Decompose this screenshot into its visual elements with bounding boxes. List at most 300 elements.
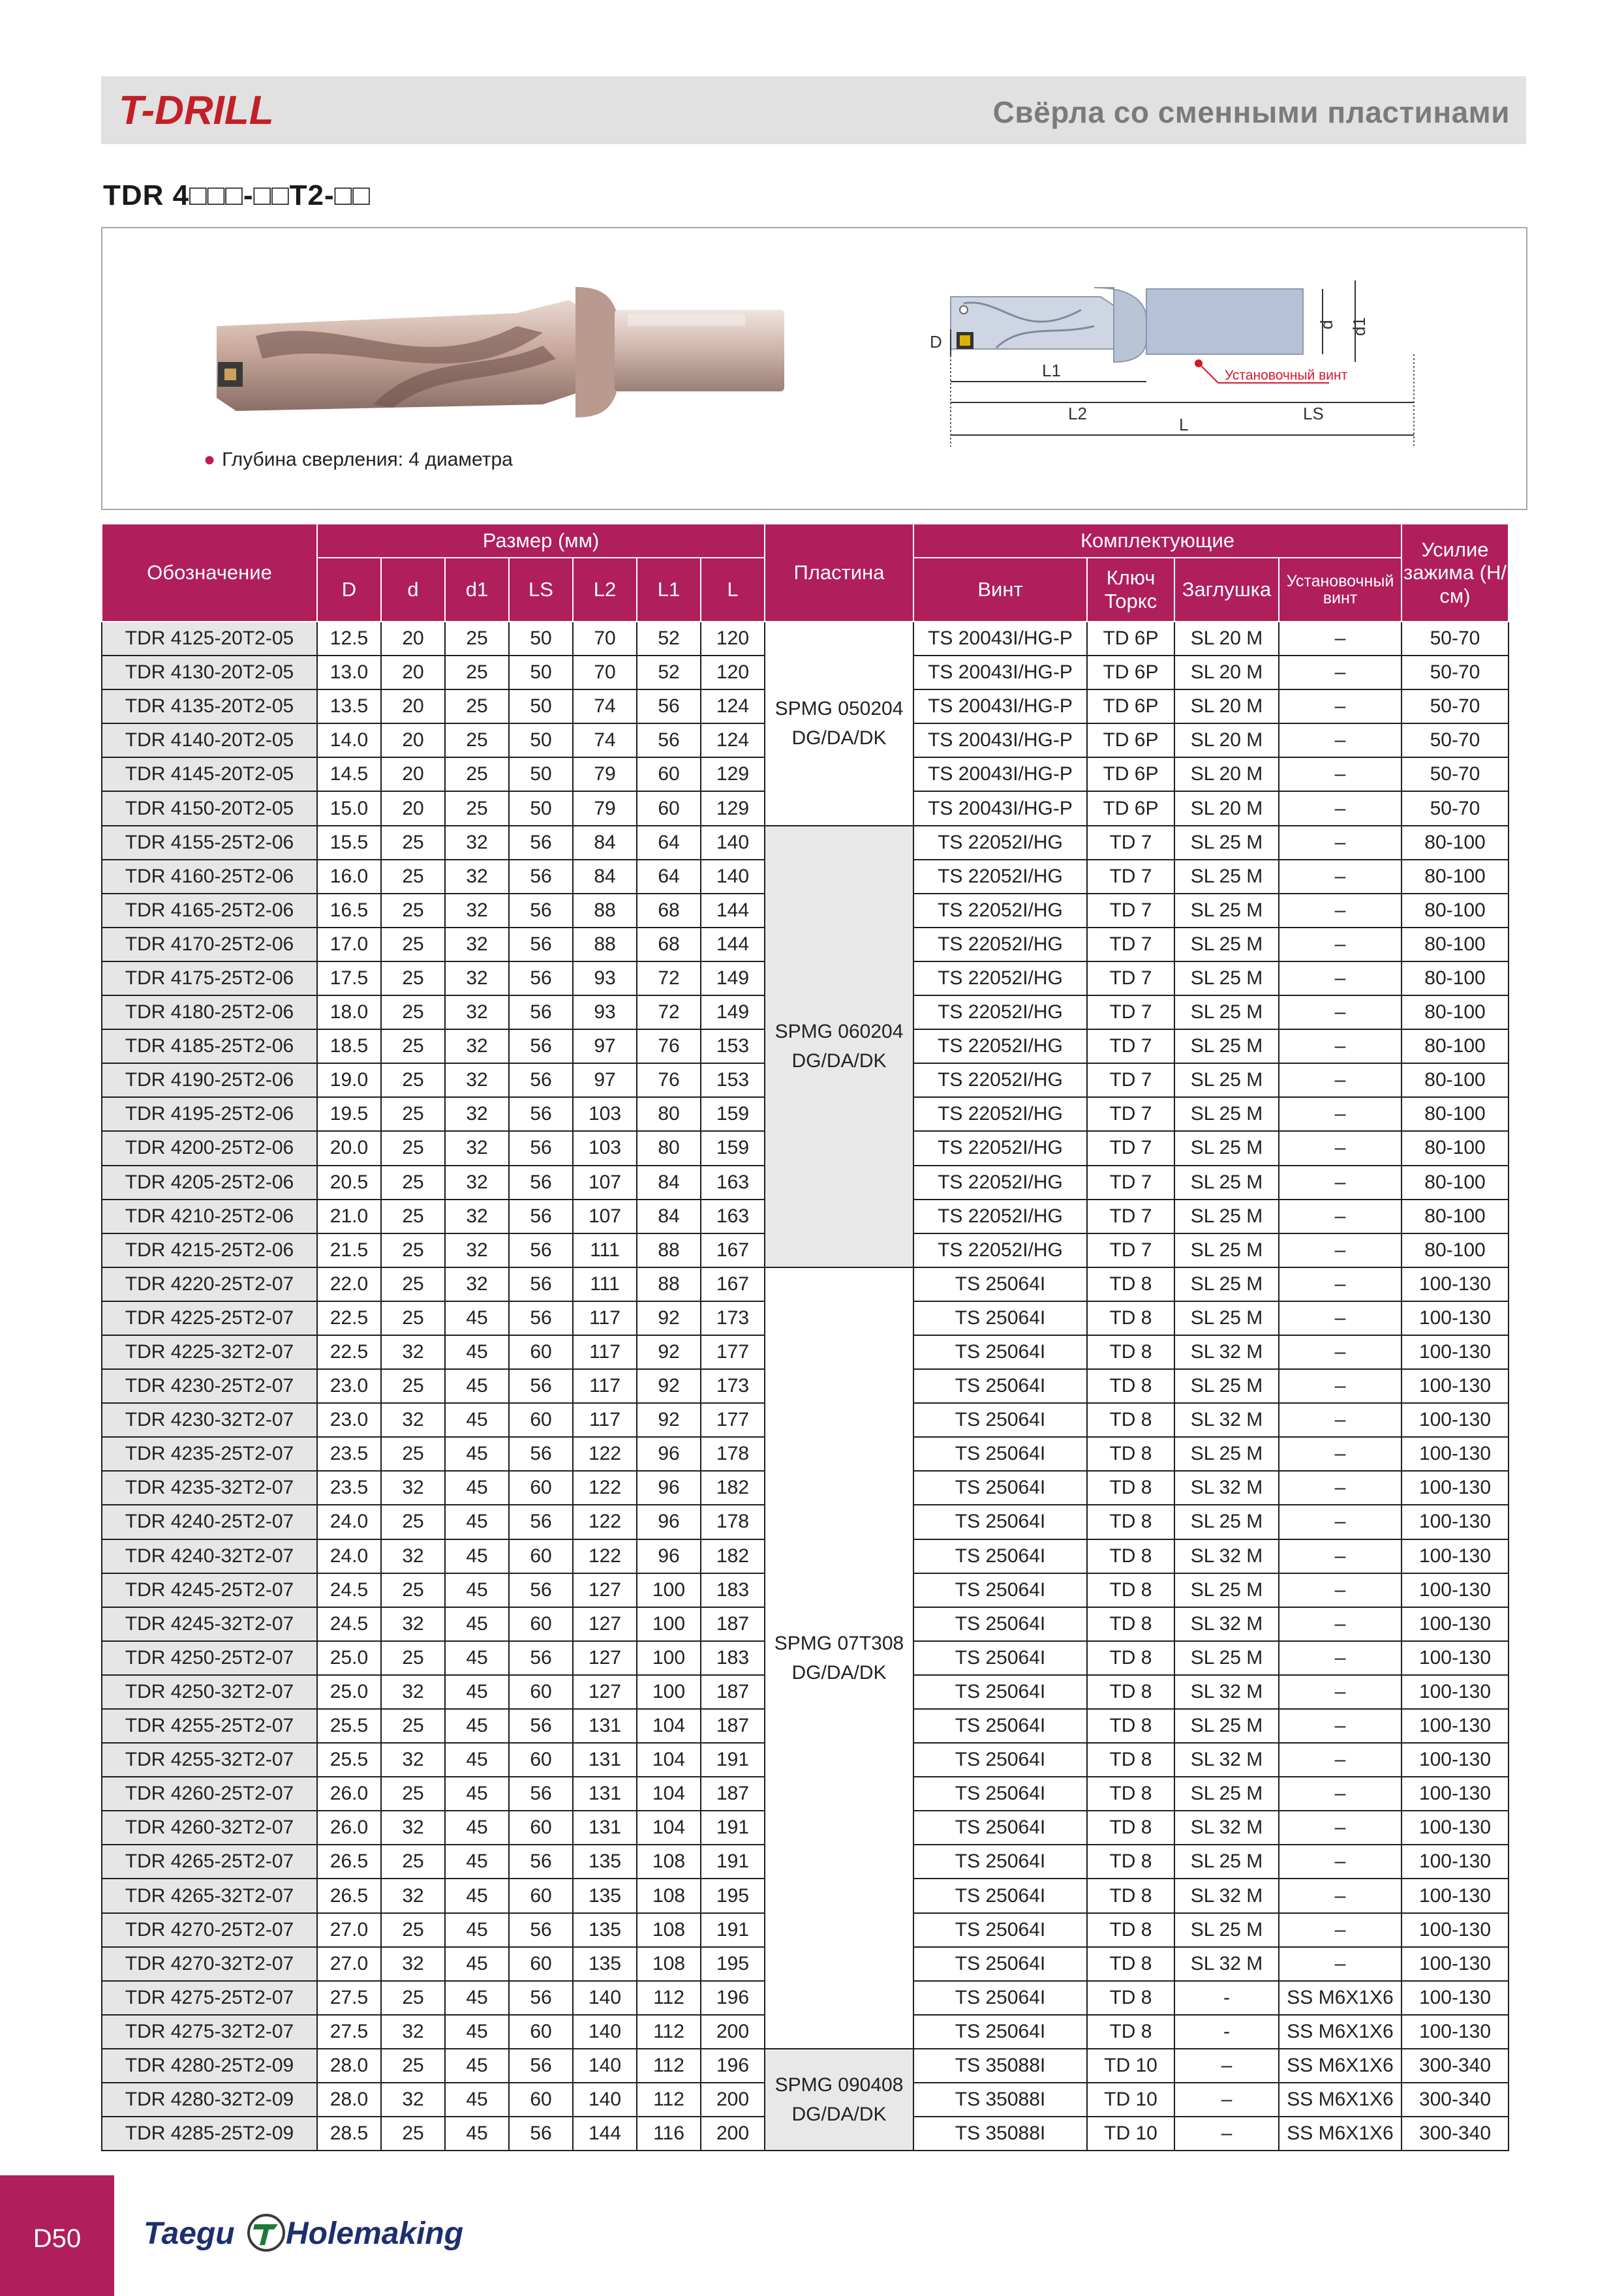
cell-set-screw: SS M6X1X6 xyxy=(1279,2117,1402,2151)
cell-d1: 25 xyxy=(445,656,509,689)
cell-L2: 135 xyxy=(573,1947,637,1981)
cell-d: 32 xyxy=(381,1743,445,1777)
cell-designation: TDR 4235-32T2-07 xyxy=(102,1471,317,1505)
cell-D: 17.5 xyxy=(317,961,381,995)
cell-D: 28.0 xyxy=(317,2049,381,2083)
cell-designation: TDR 4250-32T2-07 xyxy=(102,1675,317,1709)
cell-LS: 56 xyxy=(509,1437,573,1471)
cell-L: 191 xyxy=(701,1845,765,1879)
cell-d: 32 xyxy=(381,1811,445,1845)
cell-torx-key: TD 6P xyxy=(1087,689,1174,723)
cell-clamp-force: 300-340 xyxy=(1402,2083,1509,2117)
cell-designation: TDR 4265-25T2-07 xyxy=(102,1845,317,1879)
cell-d: 25 xyxy=(381,826,445,860)
cell-L1: 104 xyxy=(637,1709,701,1743)
cell-L2: 117 xyxy=(573,1301,637,1335)
cell-L2: 97 xyxy=(573,1029,637,1063)
cell-D: 25.5 xyxy=(317,1743,381,1777)
cell-clamp-force: 100-130 xyxy=(1402,1743,1509,1777)
cell-LS: 56 xyxy=(509,1573,573,1607)
cell-designation: TDR 4210-25T2-06 xyxy=(102,1200,317,1233)
cell-D: 24.0 xyxy=(317,1505,381,1539)
cell-L: 153 xyxy=(701,1029,765,1063)
cell-clamp-force: 80-100 xyxy=(1402,1200,1509,1233)
cell-clamp-force: 100-130 xyxy=(1402,1267,1509,1301)
cell-insert: SPMG 060204 DG/DA/DK xyxy=(765,826,913,1267)
spec-table xyxy=(101,523,1509,2151)
cell-d: 25 xyxy=(381,995,445,1029)
cell-D: 18.5 xyxy=(317,1029,381,1063)
cell-set-screw: – xyxy=(1279,1505,1402,1539)
cell-D: 27.5 xyxy=(317,1981,381,2015)
cell-torx-key: TD 10 xyxy=(1087,2083,1174,2117)
cell-L2: 140 xyxy=(573,1981,637,2015)
cell-LS: 56 xyxy=(509,1131,573,1165)
cell-clamp-force: 50-70 xyxy=(1402,757,1509,791)
cell-designation: TDR 4140-20T2-05 xyxy=(102,723,317,757)
cell-L2: 107 xyxy=(573,1200,637,1233)
cell-LS: 56 xyxy=(509,1641,573,1675)
cell-LS: 56 xyxy=(509,1267,573,1301)
cell-L1: 84 xyxy=(637,1166,701,1200)
cell-L: 120 xyxy=(701,622,765,656)
cell-d: 25 xyxy=(381,1233,445,1267)
cell-torx-key: TD 8 xyxy=(1087,1573,1174,1607)
cell-screw: TS 25064I xyxy=(913,1777,1087,1811)
cell-L1: 100 xyxy=(637,1573,701,1607)
cell-plug: SL 20 M xyxy=(1174,723,1279,757)
cell-insert: SPMG 050204 DG/DA/DK xyxy=(765,622,913,826)
cell-torx-key: TD 8 xyxy=(1087,1913,1174,1947)
cell-D: 25.0 xyxy=(317,1641,381,1675)
cell-clamp-force: 100-130 xyxy=(1402,1437,1509,1471)
dim-L1-label: L1 xyxy=(1042,361,1061,380)
cell-L2: 70 xyxy=(573,622,637,656)
cell-set-screw: SS M6X1X6 xyxy=(1279,2083,1402,2117)
cell-d: 25 xyxy=(381,1505,445,1539)
cell-screw: TS 25064I xyxy=(913,1335,1087,1369)
cell-d: 20 xyxy=(381,656,445,689)
cell-plug: SL 25 M xyxy=(1174,860,1279,894)
cell-set-screw: – xyxy=(1279,860,1402,894)
cell-D: 14.5 xyxy=(317,757,381,791)
dim-D-label: D xyxy=(930,332,942,352)
cell-torx-key: TD 8 xyxy=(1087,1335,1174,1369)
cell-set-screw: – xyxy=(1279,1913,1402,1947)
cell-set-screw: – xyxy=(1279,1200,1402,1233)
cell-d1: 25 xyxy=(445,791,509,825)
header-clamp-force: Усилие зажима (Н/см) xyxy=(1402,524,1509,622)
cell-LS: 60 xyxy=(509,1539,573,1573)
cell-plug: SL 32 M xyxy=(1174,1675,1279,1709)
cell-d: 25 xyxy=(381,1709,445,1743)
cell-d: 20 xyxy=(381,757,445,791)
cell-screw: TS 22052I/HG xyxy=(913,1029,1087,1063)
cell-L1: 76 xyxy=(637,1063,701,1097)
cell-LS: 56 xyxy=(509,2049,573,2083)
cell-d: 32 xyxy=(381,2083,445,2117)
cell-D: 16.5 xyxy=(317,894,381,928)
cell-LS: 56 xyxy=(509,1981,573,2015)
cell-LS: 56 xyxy=(509,1369,573,1403)
cell-designation: TDR 4225-32T2-07 xyxy=(102,1335,317,1369)
cell-screw: TS 25064I xyxy=(913,1267,1087,1301)
header-set-screw: Установочный винт xyxy=(1279,558,1402,622)
dim-d-label: d xyxy=(1317,320,1336,329)
cell-clamp-force: 100-130 xyxy=(1402,1913,1509,1947)
cell-designation: TDR 4270-25T2-07 xyxy=(102,1913,317,1947)
cell-D: 24.0 xyxy=(317,1539,381,1573)
cell-set-screw: – xyxy=(1279,1879,1402,1912)
cell-L: 183 xyxy=(701,1573,765,1607)
cell-torx-key: TD 8 xyxy=(1087,1437,1174,1471)
header-L: L xyxy=(701,558,765,622)
cell-LS: 50 xyxy=(509,723,573,757)
cell-torx-key: TD 8 xyxy=(1087,1369,1174,1403)
cell-L2: 135 xyxy=(573,1879,637,1912)
cell-L1: 108 xyxy=(637,1913,701,1947)
cell-L1: 92 xyxy=(637,1335,701,1369)
cell-screw: TS 22052I/HG xyxy=(913,826,1087,860)
cell-clamp-force: 80-100 xyxy=(1402,928,1509,961)
cell-set-screw: – xyxy=(1279,995,1402,1029)
dim-L-label: L xyxy=(1179,415,1189,434)
cell-designation: TDR 4220-25T2-07 xyxy=(102,1267,317,1301)
cell-LS: 60 xyxy=(509,1471,573,1505)
cell-plug: SL 25 M xyxy=(1174,1913,1279,1947)
cell-d: 25 xyxy=(381,894,445,928)
cell-plug: – xyxy=(1174,2117,1279,2151)
cell-d: 25 xyxy=(381,1200,445,1233)
cell-LS: 56 xyxy=(509,1097,573,1131)
cell-designation: TDR 4230-32T2-07 xyxy=(102,1403,317,1437)
cell-LS: 60 xyxy=(509,1335,573,1369)
cell-clamp-force: 80-100 xyxy=(1402,1131,1509,1165)
cell-L1: 108 xyxy=(637,1879,701,1912)
taegu-holemaking-logo xyxy=(144,2210,509,2256)
cell-d: 32 xyxy=(381,1607,445,1641)
cell-D: 23.0 xyxy=(317,1369,381,1403)
cell-torx-key: TD 8 xyxy=(1087,1709,1174,1743)
cell-torx-key: TD 8 xyxy=(1087,2015,1174,2049)
cell-d1: 32 xyxy=(445,1166,509,1200)
cell-L1: 96 xyxy=(637,1471,701,1505)
cell-L: 159 xyxy=(701,1097,765,1131)
cell-D: 22.5 xyxy=(317,1335,381,1369)
cell-designation: TDR 4205-25T2-06 xyxy=(102,1166,317,1200)
cell-torx-key: TD 6P xyxy=(1087,757,1174,791)
cell-torx-key: TD 8 xyxy=(1087,1607,1174,1641)
cell-L2: 127 xyxy=(573,1641,637,1675)
cell-d1: 25 xyxy=(445,622,509,656)
cell-clamp-force: 80-100 xyxy=(1402,1097,1509,1131)
cell-L1: 96 xyxy=(637,1505,701,1539)
cell-d1: 32 xyxy=(445,1267,509,1301)
cell-d: 25 xyxy=(381,961,445,995)
dim-d1-label: d1 xyxy=(1349,317,1369,336)
cell-d: 25 xyxy=(381,1063,445,1097)
cell-LS: 56 xyxy=(509,1777,573,1811)
cell-screw: TS 22052I/HG xyxy=(913,1063,1087,1097)
cell-clamp-force: 80-100 xyxy=(1402,995,1509,1029)
cell-D: 22.5 xyxy=(317,1301,381,1335)
cell-set-screw: – xyxy=(1279,1335,1402,1369)
cell-designation: TDR 4150-20T2-05 xyxy=(102,791,317,825)
cell-d1: 32 xyxy=(445,1131,509,1165)
cell-screw: TS 22052I/HG xyxy=(913,894,1087,928)
cell-torx-key: TD 8 xyxy=(1087,1743,1174,1777)
cell-designation: TDR 4195-25T2-06 xyxy=(102,1097,317,1131)
cell-clamp-force: 100-130 xyxy=(1402,1539,1509,1573)
cell-D: 16.0 xyxy=(317,860,381,894)
cell-designation: TDR 4190-25T2-06 xyxy=(102,1063,317,1097)
cell-d1: 45 xyxy=(445,1641,509,1675)
cell-L1: 100 xyxy=(637,1641,701,1675)
cell-LS: 50 xyxy=(509,622,573,656)
cell-L1: 112 xyxy=(637,2083,701,2117)
cell-LS: 56 xyxy=(509,826,573,860)
cell-clamp-force: 100-130 xyxy=(1402,1709,1509,1743)
cell-plug: SL 25 M xyxy=(1174,928,1279,961)
dim-L2-label: L2 xyxy=(1068,404,1087,423)
cell-L1: 104 xyxy=(637,1777,701,1811)
cell-L1: 88 xyxy=(637,1233,701,1267)
cell-d1: 45 xyxy=(445,1981,509,2015)
cell-d1: 45 xyxy=(445,1675,509,1709)
cell-L2: 70 xyxy=(573,656,637,689)
cell-L: 144 xyxy=(701,928,765,961)
cell-d: 25 xyxy=(381,1166,445,1200)
cell-L: 200 xyxy=(701,2117,765,2151)
cell-LS: 50 xyxy=(509,689,573,723)
cell-L2: 74 xyxy=(573,723,637,757)
cell-plug: – xyxy=(1174,2049,1279,2083)
header-size: Размер (мм) xyxy=(317,524,765,558)
cell-L: 200 xyxy=(701,2015,765,2049)
cell-d1: 32 xyxy=(445,1063,509,1097)
cell-d1: 45 xyxy=(445,1437,509,1471)
cell-D: 21.5 xyxy=(317,1233,381,1267)
cell-plug: SL 25 M xyxy=(1174,961,1279,995)
cell-set-screw: – xyxy=(1279,622,1402,656)
cell-insert: SPMG 07T308 DG/DA/DK xyxy=(765,1267,913,2049)
cell-set-screw: – xyxy=(1279,1233,1402,1267)
cell-set-screw: – xyxy=(1279,757,1402,791)
cell-clamp-force: 80-100 xyxy=(1402,1166,1509,1200)
cell-screw: TS 25064I xyxy=(913,1369,1087,1403)
cell-LS: 56 xyxy=(509,1029,573,1063)
cell-plug: SL 25 M xyxy=(1174,826,1279,860)
cell-L: 187 xyxy=(701,1675,765,1709)
cell-D: 23.0 xyxy=(317,1403,381,1437)
cell-d: 32 xyxy=(381,2015,445,2049)
cell-set-screw: SS M6X1X6 xyxy=(1279,2049,1402,2083)
cell-torx-key: TD 8 xyxy=(1087,1981,1174,2015)
cell-L2: 84 xyxy=(573,826,637,860)
cell-designation: TDR 4275-25T2-07 xyxy=(102,1981,317,2015)
cell-D: 24.5 xyxy=(317,1607,381,1641)
cell-screw: TS 22052I/HG xyxy=(913,860,1087,894)
cell-torx-key: TD 7 xyxy=(1087,826,1174,860)
cell-clamp-force: 100-130 xyxy=(1402,1369,1509,1403)
cell-designation: TDR 4175-25T2-06 xyxy=(102,961,317,995)
cell-D: 24.5 xyxy=(317,1573,381,1607)
cell-plug: SL 25 M xyxy=(1174,1709,1279,1743)
cell-plug: SL 20 M xyxy=(1174,689,1279,723)
cell-set-screw: – xyxy=(1279,1539,1402,1573)
cell-screw: TS 25064I xyxy=(913,1607,1087,1641)
figure-box xyxy=(101,227,1527,510)
cell-LS: 56 xyxy=(509,1845,573,1879)
cell-L: 129 xyxy=(701,757,765,791)
cell-set-screw: – xyxy=(1279,894,1402,928)
cell-L: 187 xyxy=(701,1777,765,1811)
cell-d1: 32 xyxy=(445,995,509,1029)
cell-L: 173 xyxy=(701,1369,765,1403)
cell-L: 124 xyxy=(701,723,765,757)
cell-designation: TDR 4135-20T2-05 xyxy=(102,689,317,723)
cell-L: 149 xyxy=(701,995,765,1029)
cell-designation: TDR 4165-25T2-06 xyxy=(102,894,317,928)
cell-D: 25.5 xyxy=(317,1709,381,1743)
cell-plug: SL 25 M xyxy=(1174,1777,1279,1811)
cell-d1: 45 xyxy=(445,1369,509,1403)
cell-L1: 104 xyxy=(637,1811,701,1845)
cell-plug: SL 25 M xyxy=(1174,1369,1279,1403)
cell-LS: 60 xyxy=(509,2083,573,2117)
cell-set-screw: – xyxy=(1279,1471,1402,1505)
cell-L: 182 xyxy=(701,1539,765,1573)
cell-d: 25 xyxy=(381,1845,445,1879)
cell-torx-key: TD 8 xyxy=(1087,1403,1174,1437)
cell-L2: 122 xyxy=(573,1437,637,1471)
table-body xyxy=(102,622,1509,2151)
drilling-depth-note xyxy=(204,449,513,471)
cell-D: 28.5 xyxy=(317,2117,381,2151)
cell-D: 25.0 xyxy=(317,1675,381,1709)
cell-screw: TS 35088I xyxy=(913,2117,1087,2151)
cell-set-screw: – xyxy=(1279,1675,1402,1709)
cell-plug: SL 20 M xyxy=(1174,791,1279,825)
cell-clamp-force: 100-130 xyxy=(1402,1845,1509,1879)
cell-screw: TS 22052I/HG xyxy=(913,1097,1087,1131)
cell-set-screw: – xyxy=(1279,1641,1402,1675)
cell-D: 28.0 xyxy=(317,2083,381,2117)
cell-plug: SL 32 M xyxy=(1174,1539,1279,1573)
cell-torx-key: TD 8 xyxy=(1087,1947,1174,1981)
cell-d: 32 xyxy=(381,1675,445,1709)
cell-L1: 104 xyxy=(637,1743,701,1777)
cell-plug: SL 32 M xyxy=(1174,1471,1279,1505)
cell-L1: 96 xyxy=(637,1539,701,1573)
cell-d1: 32 xyxy=(445,1097,509,1131)
cell-set-screw: – xyxy=(1279,1777,1402,1811)
cell-L2: 79 xyxy=(573,791,637,825)
cell-d1: 45 xyxy=(445,1505,509,1539)
cell-L: 167 xyxy=(701,1233,765,1267)
cell-L2: 103 xyxy=(573,1131,637,1165)
cell-screw: TS 25064I xyxy=(913,2015,1087,2049)
cell-torx-key: TD 10 xyxy=(1087,2117,1174,2151)
cell-set-screw: – xyxy=(1279,689,1402,723)
cell-L2: 131 xyxy=(573,1709,637,1743)
cell-designation: TDR 4245-25T2-07 xyxy=(102,1573,317,1607)
cell-LS: 56 xyxy=(509,1709,573,1743)
cell-set-screw: SS M6X1X6 xyxy=(1279,2015,1402,2049)
cell-L: 178 xyxy=(701,1437,765,1471)
cell-LS: 56 xyxy=(509,928,573,961)
cell-designation: TDR 4240-25T2-07 xyxy=(102,1505,317,1539)
cell-plug: SL 32 M xyxy=(1174,1811,1279,1845)
cell-clamp-force: 50-70 xyxy=(1402,656,1509,689)
cell-L2: 140 xyxy=(573,2015,637,2049)
cell-set-screw: – xyxy=(1279,1063,1402,1097)
cell-L2: 122 xyxy=(573,1505,637,1539)
cell-screw: TS 25064I xyxy=(913,1879,1087,1912)
cell-clamp-force: 100-130 xyxy=(1402,1947,1509,1981)
cell-screw: TS 22052I/HG xyxy=(913,1233,1087,1267)
cell-d1: 25 xyxy=(445,689,509,723)
cell-screw: TS 20043I/HG-P xyxy=(913,622,1087,656)
cell-torx-key: TD 6P xyxy=(1087,622,1174,656)
cell-D: 15.0 xyxy=(317,791,381,825)
cell-L2: 111 xyxy=(573,1233,637,1267)
t-drill-logo xyxy=(116,85,305,136)
cell-screw: TS 25064I xyxy=(913,1505,1087,1539)
cell-L2: 88 xyxy=(573,928,637,961)
cell-D: 13.5 xyxy=(317,689,381,723)
table-row xyxy=(102,622,1509,656)
cell-clamp-force: 300-340 xyxy=(1402,2117,1509,2151)
cell-L: 149 xyxy=(701,961,765,995)
header-screw: Винт xyxy=(913,558,1087,622)
cell-d: 20 xyxy=(381,689,445,723)
cell-L2: 144 xyxy=(573,2117,637,2151)
cell-clamp-force: 80-100 xyxy=(1402,860,1509,894)
cell-designation: TDR 4200-25T2-06 xyxy=(102,1131,317,1165)
cell-LS: 60 xyxy=(509,1403,573,1437)
cell-d1: 45 xyxy=(445,1301,509,1335)
cell-d: 20 xyxy=(381,791,445,825)
cell-d: 32 xyxy=(381,1947,445,1981)
cell-L2: 131 xyxy=(573,1777,637,1811)
cell-torx-key: TD 7 xyxy=(1087,1233,1174,1267)
cell-screw: TS 25064I xyxy=(913,1947,1087,1981)
cell-torx-key: TD 6P xyxy=(1087,723,1174,757)
cell-torx-key: TD 7 xyxy=(1087,961,1174,995)
cell-L2: 74 xyxy=(573,689,637,723)
logo-text: T-DRILL xyxy=(119,88,274,133)
header-d: d xyxy=(381,558,445,622)
cell-torx-key: TD 10 xyxy=(1087,2049,1174,2083)
cell-d1: 45 xyxy=(445,1811,509,1845)
cell-L1: 112 xyxy=(637,2049,701,2083)
cell-L: 196 xyxy=(701,2049,765,2083)
cell-d: 32 xyxy=(381,1539,445,1573)
cell-set-screw: – xyxy=(1279,826,1402,860)
cell-LS: 60 xyxy=(509,1607,573,1641)
cell-d1: 32 xyxy=(445,1233,509,1267)
cell-clamp-force: 100-130 xyxy=(1402,1505,1509,1539)
cell-designation: TDR 4155-25T2-06 xyxy=(102,826,317,860)
cell-LS: 60 xyxy=(509,2015,573,2049)
cell-L2: 117 xyxy=(573,1335,637,1369)
cell-d1: 45 xyxy=(445,1879,509,1912)
cell-L: 196 xyxy=(701,1981,765,2015)
cell-L1: 84 xyxy=(637,1200,701,1233)
cell-plug: SL 32 M xyxy=(1174,1947,1279,1981)
cell-clamp-force: 80-100 xyxy=(1402,1233,1509,1267)
